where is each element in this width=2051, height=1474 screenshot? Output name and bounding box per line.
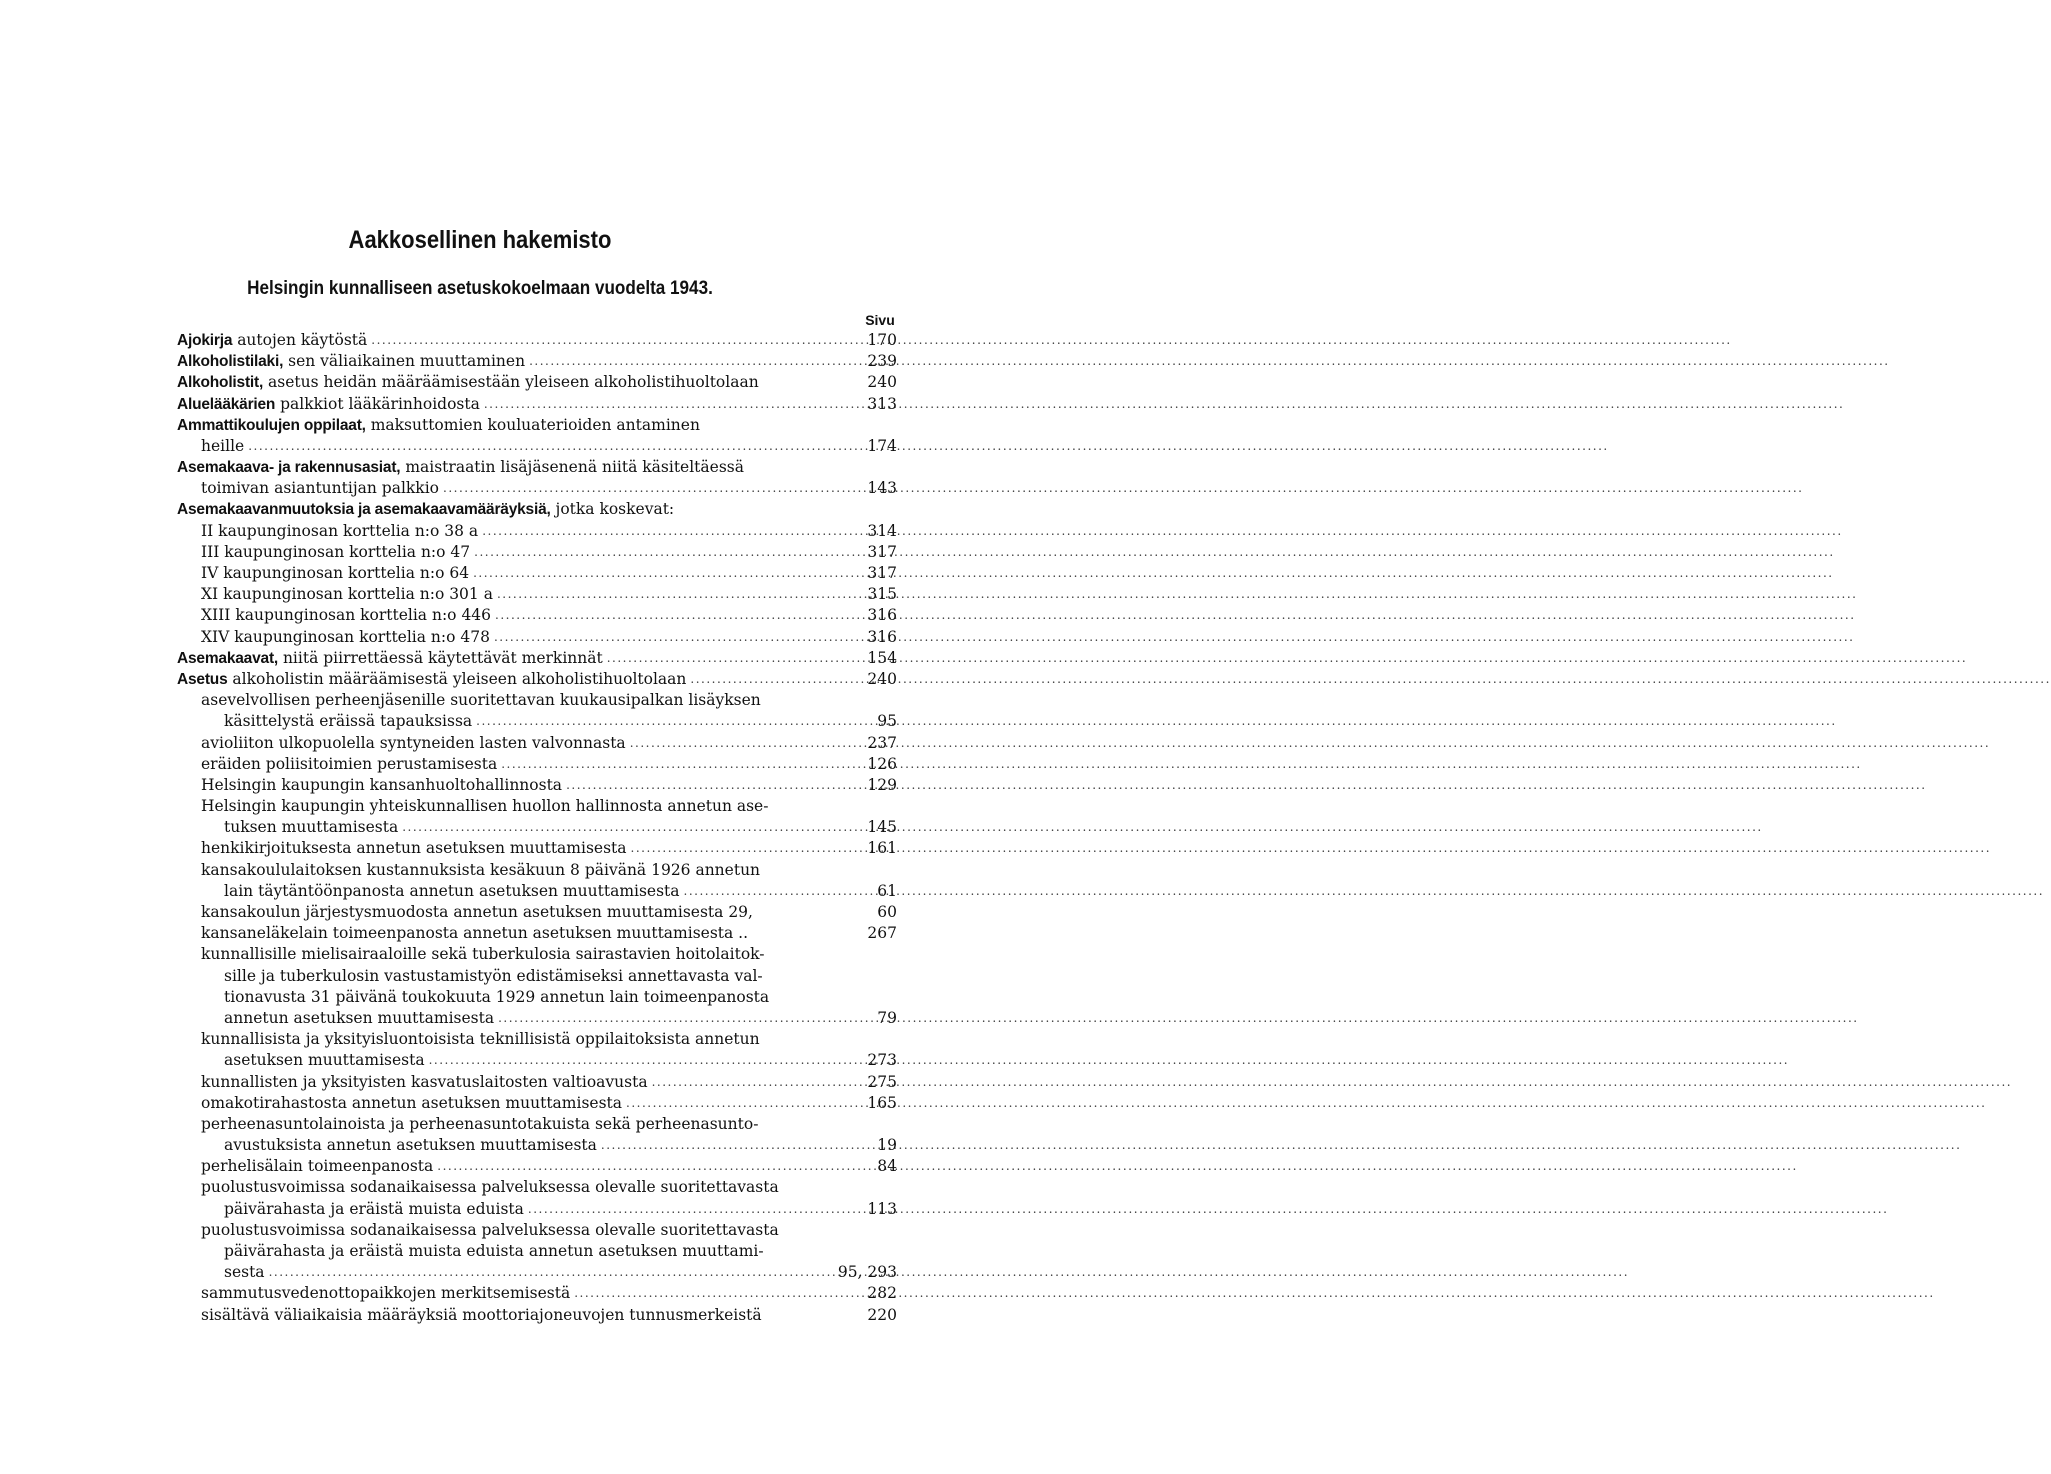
dot-leader xyxy=(495,605,861,626)
entry-description: autojen käytöstä xyxy=(232,330,368,349)
entry-description: maksuttomien kouluaterioiden antaminen xyxy=(365,415,700,434)
index-entry xyxy=(177,394,897,415)
page-number: 316 xyxy=(867,627,897,646)
entry-text xyxy=(201,521,478,542)
page-number: 315 xyxy=(867,585,897,604)
entry-description: kansakoulun järjestysmuodosta annetun asetuksen muuttamisesta 29, xyxy=(201,903,753,922)
page-number: 129 xyxy=(867,775,897,794)
index-entry xyxy=(177,796,897,817)
page-number: 170 xyxy=(867,330,897,349)
entry-keyword: Ammattikoulujen oppilaat, xyxy=(177,416,366,434)
entry-description: tionavusta 31 päivänä toukokuuta 1929 annetun lain toimeenpanosta xyxy=(224,987,770,1006)
page-number: 113 xyxy=(867,1199,897,1218)
index-entry xyxy=(177,1093,897,1114)
index-entry xyxy=(177,521,897,542)
dot-leader xyxy=(607,648,862,669)
entry-text xyxy=(201,690,761,711)
entry-description: XIII kaupunginosan korttelia n:o 446 xyxy=(201,606,492,625)
index-entry xyxy=(177,1072,897,1093)
entry-description: sisältävä väliaikaisia määräyksiä moottoriajoneuvojen tunnusmerkeistä xyxy=(201,1305,762,1324)
entry-description: lain täytäntöönpanosta annetun asetuksen muuttamisesta xyxy=(224,881,680,900)
entry-description: perhelisälain toimeenpanosta xyxy=(201,1157,434,1176)
entry-description: II kaupunginosan korttelia n:o 38 a xyxy=(201,521,479,540)
entry-text xyxy=(177,669,686,690)
entry-keyword: Aluelääkärien xyxy=(177,395,276,413)
entry-text xyxy=(201,838,627,859)
entry-description: toimivan asiantuntijan palkkio xyxy=(201,479,439,498)
entry-text xyxy=(177,415,700,436)
index-entry xyxy=(177,860,897,881)
entry-description: kunnallisten ja yksityisten kasvatuslaitosten valtioavusta xyxy=(201,1072,648,1091)
entry-text xyxy=(201,436,244,457)
entry-text xyxy=(224,711,472,732)
entry-description: sammutusvedenottopaikkojen merkitsemisestä xyxy=(201,1284,571,1303)
entry-text xyxy=(201,478,439,499)
entry-text xyxy=(201,542,470,563)
entry-description: kunnallisista ja yksityisluontoisista teknillisistä oppilaitoksista annetun xyxy=(201,1030,760,1049)
index-entry xyxy=(177,605,897,626)
dot-leader xyxy=(498,1008,869,1029)
index-entry xyxy=(177,754,897,775)
entry-text xyxy=(201,627,490,648)
page-number: 267 xyxy=(867,924,897,943)
page-number: 313 xyxy=(867,394,897,413)
entry-text xyxy=(201,796,768,817)
dot-leader xyxy=(528,1199,862,1220)
page-number: 95 xyxy=(877,712,897,731)
entry-text xyxy=(224,1241,764,1262)
entry-text xyxy=(201,944,765,965)
dot-leader xyxy=(269,1262,832,1283)
document-page xyxy=(0,0,960,1474)
index-entry xyxy=(177,1241,897,1262)
page-number: 317 xyxy=(867,564,897,583)
entry-description: IV kaupunginosan korttelia n:o 64 xyxy=(201,564,470,583)
entry-description: alkoholistin määräämisestä yleiseen alkoholistihuoltolaan xyxy=(227,669,687,688)
entry-text xyxy=(177,499,674,520)
index-entry xyxy=(177,966,897,987)
entry-text xyxy=(201,605,491,626)
entry-text xyxy=(201,733,626,754)
entry-keyword: Ajokirja xyxy=(177,331,233,349)
page-title: Aakkosellinen hakemisto xyxy=(348,226,612,254)
entry-description: asevelvollisen perheenjäsenille suoritettavan kuukausipalkan lisäyksen xyxy=(201,691,761,710)
entry-text xyxy=(177,394,480,415)
index-entry xyxy=(177,817,897,838)
entry-text xyxy=(201,860,760,881)
entry-description: Helsingin kaupungin kansanhuoltohallinnosta xyxy=(201,775,563,794)
page-number: 317 xyxy=(867,542,897,561)
page-column-label: Sivu xyxy=(865,312,895,328)
dot-leader xyxy=(476,711,869,732)
dot-leader xyxy=(437,1156,869,1177)
index-entry xyxy=(177,457,897,478)
entry-description: omakotirahastosta annetun asetuksen muuttamisesta xyxy=(201,1093,622,1112)
dot-leader xyxy=(501,754,861,775)
index-entry xyxy=(177,775,897,796)
index-entry xyxy=(177,733,897,754)
entry-description: sille ja tuberkulosin vastustamistyön edistämiseksi annettavasta val- xyxy=(224,966,763,985)
entry-text xyxy=(224,817,398,838)
entry-description: puolustusvoimissa sodanaikaisessa palveluksessa olevalle suoritettavasta xyxy=(201,1220,779,1239)
entry-description: avustuksista annetun asetuksen muuttamisesta xyxy=(224,1136,597,1155)
page-number: 95, 293 xyxy=(837,1263,897,1282)
entry-keyword: Asemakaavat, xyxy=(177,649,279,667)
entry-text xyxy=(201,563,469,584)
entry-description: avioliiton ulkopuolella syntyneiden lasten valvonnasta xyxy=(201,733,626,752)
index-entry xyxy=(177,1305,897,1326)
entry-keyword: Alkoholistilaki, xyxy=(177,353,284,371)
index-entry xyxy=(177,669,897,690)
index-entry xyxy=(177,542,897,563)
entry-text xyxy=(224,881,680,902)
entry-description: kansakoululaitoksen kustannuksista kesäkuun 8 päivänä 1926 annetun xyxy=(201,860,761,879)
page-number: 165 xyxy=(867,1093,897,1112)
entry-text xyxy=(201,923,748,944)
dot-leader xyxy=(529,351,861,372)
index-entry xyxy=(177,1199,897,1220)
entry-text xyxy=(224,1199,524,1220)
entry-text xyxy=(177,351,525,372)
entry-text xyxy=(201,754,497,775)
entry-text xyxy=(201,1220,779,1241)
entry-description: asetuksen muuttamisesta xyxy=(224,1051,425,1070)
dot-leader xyxy=(443,478,861,499)
entry-text xyxy=(177,330,367,351)
entry-text xyxy=(201,1114,758,1135)
dot-leader xyxy=(601,1135,869,1156)
page-number: 61 xyxy=(877,881,897,900)
entry-text xyxy=(201,1072,648,1093)
entry-description: sen väliaikainen muuttaminen xyxy=(283,352,526,371)
index-entry xyxy=(177,330,897,351)
entry-text xyxy=(224,1008,494,1029)
entry-text xyxy=(201,1093,622,1114)
entry-text xyxy=(201,902,753,923)
entry-text xyxy=(201,1305,762,1326)
index-entry xyxy=(177,627,897,648)
entry-description: perheenasuntolainoista ja perheenasuntotakuista sekä perheenasunto- xyxy=(201,1114,759,1133)
index-entry xyxy=(177,648,897,669)
entry-text xyxy=(201,775,562,796)
dot-leader xyxy=(484,394,862,415)
dot-leader xyxy=(690,669,861,690)
entry-keyword: Asemakaava- ja rakennusasiat, xyxy=(177,459,401,477)
dot-leader xyxy=(652,1072,862,1093)
entry-description: henkikirjoituksesta annetun asetuksen muuttamisesta xyxy=(201,839,627,858)
index-entry xyxy=(177,1114,897,1135)
page-number: 239 xyxy=(867,352,897,371)
dot-leader xyxy=(630,733,862,754)
entry-description: puolustusvoimissa sodanaikaisessa palveluksessa olevalle suoritettavasta xyxy=(201,1178,779,1197)
page-number: 275 xyxy=(867,1072,897,1091)
page-number: 237 xyxy=(867,733,897,752)
dot-leader xyxy=(626,1093,861,1114)
dot-leader xyxy=(402,817,861,838)
entry-description: niitä piirrettäessä käytettävät merkinnät xyxy=(278,648,603,667)
dot-leader xyxy=(494,627,861,648)
index-entry xyxy=(177,987,897,1008)
index-entry xyxy=(177,1220,897,1241)
entry-description: maistraatin lisäjäsenenä niitä käsiteltäessä xyxy=(400,458,744,477)
page-number: 79 xyxy=(877,1008,897,1027)
page-number: 314 xyxy=(867,521,897,540)
page-number: 126 xyxy=(867,754,897,773)
page-number: 316 xyxy=(867,606,897,625)
entry-description: eräiden poliisitoimien perustamisesta xyxy=(201,754,498,773)
entry-description: kunnallisille mielisairaaloille sekä tuberkulosia sairastavien hoitolaitok- xyxy=(201,945,765,964)
index-entry xyxy=(177,839,897,860)
index-entry xyxy=(177,415,897,436)
entry-description: sesta xyxy=(224,1263,265,1282)
dot-leader xyxy=(473,563,861,584)
dot-leader xyxy=(631,838,862,859)
dot-leader xyxy=(574,1283,861,1304)
dot-leader xyxy=(474,542,861,563)
entry-text xyxy=(224,1135,597,1156)
entry-description: jotka koskevat: xyxy=(550,500,675,519)
page-number: 273 xyxy=(867,1051,897,1070)
entry-description: annetun asetuksen muuttamisesta xyxy=(224,1008,495,1027)
entry-text xyxy=(177,457,744,478)
entry-text xyxy=(201,584,493,605)
dot-leader xyxy=(429,1050,862,1071)
index-entry xyxy=(177,1008,897,1029)
page-number: 19 xyxy=(877,1136,897,1155)
page-subtitle: Helsingin kunnalliseen asetuskokoelmaan vuodelta 1943. xyxy=(247,278,713,299)
dot-leader xyxy=(482,521,861,542)
entry-description: tuksen muuttamisesta xyxy=(224,818,399,837)
page-number: 143 xyxy=(867,479,897,498)
entry-description: käsittelystä eräissä tapauksissa xyxy=(224,712,473,731)
index-entry xyxy=(177,1135,897,1156)
page-number: 282 xyxy=(867,1284,897,1303)
index-entry xyxy=(177,500,897,521)
index-entry xyxy=(177,372,897,393)
index-entry xyxy=(177,881,897,902)
entry-text xyxy=(201,1156,433,1177)
index-entry xyxy=(177,1262,897,1283)
dot-leader xyxy=(497,584,861,605)
entry-keyword: Asetus xyxy=(177,670,228,688)
dot-leader xyxy=(566,775,861,796)
index-entry xyxy=(177,1178,897,1199)
dot-leader xyxy=(248,436,861,457)
entry-description: Helsingin kaupungin yhteiskunnallisen huollon hallinnosta annetun ase- xyxy=(201,797,769,816)
entry-text xyxy=(224,966,763,987)
dot-leader xyxy=(684,881,869,902)
page-number: 84 xyxy=(877,1157,897,1176)
entry-text xyxy=(201,1029,760,1050)
page-number: 174 xyxy=(867,436,897,455)
entry-text xyxy=(177,648,603,669)
page-number: 220 xyxy=(867,1305,897,1324)
dot-leader xyxy=(371,330,861,351)
page-number: 60 xyxy=(877,903,897,922)
entry-keyword: Asemakaavanmuutoksia ja asemakaavamääräyksiä, xyxy=(177,501,551,519)
entry-text xyxy=(224,1262,265,1283)
index-entry xyxy=(177,711,897,732)
entry-description: palkkiot lääkärinhoidosta xyxy=(275,394,480,413)
index-entry xyxy=(177,690,897,711)
page-number: 145 xyxy=(867,818,897,837)
index-entry xyxy=(177,436,897,457)
index-entry xyxy=(177,1156,897,1177)
index-entry xyxy=(177,902,897,923)
index-entry xyxy=(177,478,897,499)
entry-keyword: Alkoholistit, xyxy=(177,374,264,392)
entry-description: heille xyxy=(201,436,245,455)
entry-description: kansaneläkelain toimeenpanosta annetun asetuksen muuttamisesta .. xyxy=(201,924,749,943)
entry-text xyxy=(201,1177,779,1198)
page-number: 240 xyxy=(867,669,897,688)
index-entry xyxy=(177,563,897,584)
page-number: 161 xyxy=(867,839,897,858)
entry-description: asetus heidän määräämisestään yleiseen alkoholistihuoltolaan xyxy=(263,373,759,392)
page-number: 240 xyxy=(867,373,897,392)
entry-description: XI kaupunginosan korttelia n:o 301 a xyxy=(201,585,493,604)
entry-description: XIV kaupunginosan korttelia n:o 478 xyxy=(201,627,490,646)
entry-description: päivärahasta ja eräistä muista eduista annetun asetuksen muuttami- xyxy=(224,1242,764,1261)
index-entry xyxy=(177,944,897,965)
index-list xyxy=(177,330,897,1326)
entry-text xyxy=(224,987,769,1008)
page-number: 154 xyxy=(867,648,897,667)
index-entry xyxy=(177,1283,897,1304)
entry-text xyxy=(224,1050,425,1071)
index-entry xyxy=(177,1050,897,1071)
entry-description: päivärahasta ja eräistä muista eduista xyxy=(224,1199,524,1218)
entry-description: III kaupunginosan korttelia n:o 47 xyxy=(201,542,471,561)
entry-text xyxy=(201,1283,570,1304)
entry-text xyxy=(177,372,759,393)
index-entry xyxy=(177,584,897,605)
index-entry xyxy=(177,923,897,944)
index-entry xyxy=(177,1029,897,1050)
index-entry xyxy=(177,351,897,372)
